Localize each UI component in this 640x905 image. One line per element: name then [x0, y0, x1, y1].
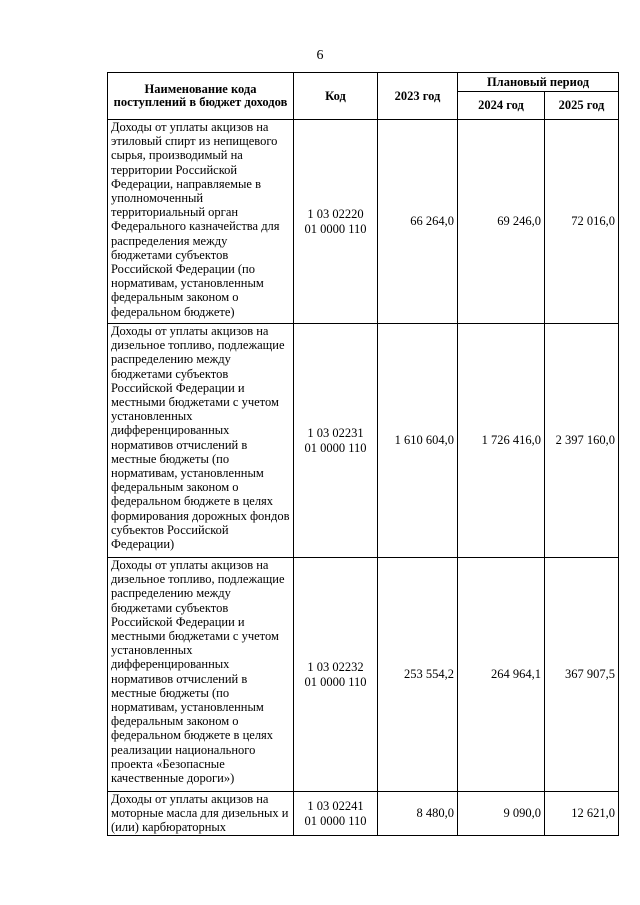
revenue-code — [294, 792, 378, 836]
header-planning-period: Плановый период — [458, 73, 619, 92]
header-2024: 2024 год — [458, 92, 545, 120]
value-2025: 12 621,0 — [545, 792, 619, 836]
code-line-2: 01 0000 110 — [304, 440, 367, 455]
header-name: Наименование кода поступлений в бюджет доходов — [108, 73, 294, 120]
value-2023: 8 480,0 — [378, 792, 458, 836]
value-2023: 66 264,0 — [378, 120, 458, 324]
value-2024: 9 090,0 — [458, 792, 545, 836]
code-line-1: 1 03 02220 — [307, 207, 364, 222]
code-line-2: 01 0000 110 — [304, 221, 367, 236]
value-2023: 253 554,2 — [378, 558, 458, 792]
code-line-1: 1 03 02231 — [307, 426, 364, 441]
code-line-1: 1 03 02232 — [307, 660, 364, 675]
header-2025: 2025 год — [545, 92, 619, 120]
page-number: 6 — [316, 48, 324, 63]
table-row — [108, 324, 619, 558]
header-2023: 2023 год — [378, 73, 458, 120]
revenue-code — [294, 324, 378, 558]
budget-revenue-table — [107, 72, 619, 836]
revenue-name: Доходы от уплаты акцизов на этиловый спирт из непищевого сырья, производимый на территории Российской Федерации, направляемые в уполномоченный территориальный орган Федерального казначейства для распределения между бюджетами субъектов Российской Федерации (по нормативам, установленным федеральным законом о федеральном бюджете) — [108, 120, 294, 324]
code-line-1: 1 03 02241 — [307, 799, 364, 814]
revenue-name: Доходы от уплаты акцизов на моторные масла для дизельных и (или) карбюраторных — [108, 792, 294, 836]
code-line-2: 01 0000 110 — [304, 813, 367, 828]
revenue-code — [294, 558, 378, 792]
value-2024: 1 726 416,0 — [458, 324, 545, 558]
value-2024: 69 246,0 — [458, 120, 545, 324]
revenue-code — [294, 120, 378, 324]
value-2025: 367 907,5 — [545, 558, 619, 792]
value-2024: 264 964,1 — [458, 558, 545, 792]
revenue-name: Доходы от уплаты акцизов на дизельное топливо, подлежащие распределению между бюджетами субъектов Российской Федерации и местными бюджетами с учетом установленных дифференцированных нормативов отчислений в местные бюджеты (по нормативам, установленным федеральным законом о федеральном бюджете в целях реализации национального проекта «Безопасные качественные дороги») — [108, 558, 294, 792]
table-row — [108, 792, 619, 836]
code-line-2: 01 0000 110 — [304, 674, 367, 689]
table-row — [108, 558, 619, 792]
value-2025: 2 397 160,0 — [545, 324, 619, 558]
revenue-name: Доходы от уплаты акцизов на дизельное топливо, подлежащие распределению между бюджетами субъектов Российской Федерации и местными бюджетами с учетом установленных дифференцированных нормативов отчислений в местные бюджеты (по нормативам, установленным федеральным законом о федеральном бюджете в целях формирования дорожных фондов субъектов Российской Федерации) — [108, 324, 294, 558]
value-2023: 1 610 604,0 — [378, 324, 458, 558]
value-2025: 72 016,0 — [545, 120, 619, 324]
header-code: Код — [294, 73, 378, 120]
table-row — [108, 120, 619, 324]
